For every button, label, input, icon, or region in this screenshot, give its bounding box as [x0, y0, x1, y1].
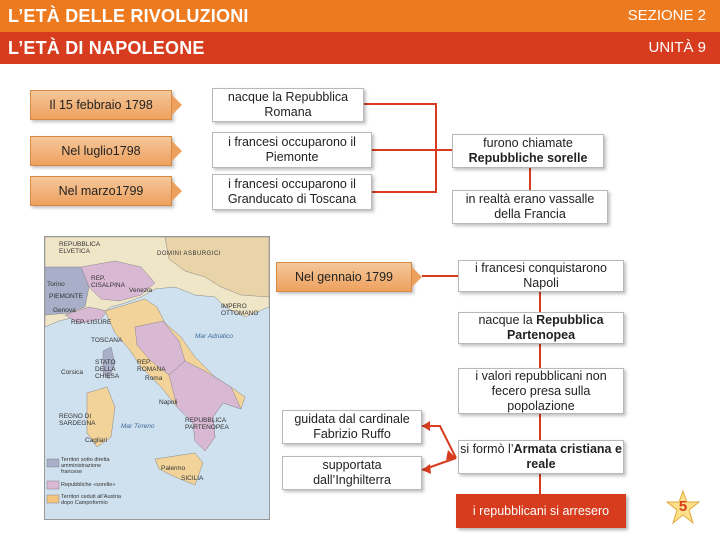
event-roman-republic-text: nacque la Repubblica Romana: [227, 90, 349, 119]
date-jan-1799: [276, 262, 412, 292]
box-naples-conquest: [458, 260, 624, 292]
map-label-ligure: REP. LIGURE: [71, 319, 112, 326]
date-jan-1799-label: Nel gennaio 1799: [295, 269, 393, 284]
army-bold: Armata cristiana e reale: [513, 442, 622, 471]
map-label-genova: Genova: [53, 307, 76, 314]
box-ruffo: [282, 410, 422, 444]
event-piedmont: [212, 132, 372, 168]
date-jul-1798: [30, 136, 172, 166]
arrow-tip: [412, 267, 422, 287]
line-tuscany-sister: [372, 150, 436, 192]
line-rome-sister: [364, 104, 436, 150]
lesson-title: L’ETÀ DI NAPOLEONE: [8, 38, 205, 58]
arrow-tip: [172, 181, 182, 201]
page-number: 5: [678, 498, 688, 515]
sister-bold: Repubbliche sorelle: [468, 151, 588, 165]
map-label-venezia: Venezia: [129, 287, 153, 294]
date-feb-1798: [30, 90, 172, 120]
ruffo-text: guidata dal cardinale Fabrizio Ruffo: [294, 412, 410, 441]
arrow-tip: [172, 95, 182, 115]
box-population: [458, 368, 624, 414]
sister-republics-text: [469, 136, 588, 166]
arrow-tip: [172, 141, 182, 161]
map-label-tirreno: Mar Tirreno: [121, 423, 155, 430]
box-england: [282, 456, 422, 490]
naples-conquest-text: i francesi conquistarono Napoli: [474, 261, 608, 290]
box-sister-republics: [452, 134, 604, 168]
map-legend-austria: Territori ceduti all’Austria dopo Campoformio: [61, 494, 121, 507]
map-label-sardegna: REGNO DI SARDEGNA: [59, 413, 96, 428]
map-label-ottomano: IMPERO OTTOMANO: [221, 303, 259, 318]
vassal-text: in realtà erano vassalle della Francia: [465, 192, 595, 221]
parthenopean-prefix: nacque la: [478, 313, 533, 327]
map-label-cisalpina: REP. CISALPINA: [91, 275, 125, 290]
chapter-title: L’ETÀ DELLE RIVOLUZIONI: [8, 6, 249, 26]
map-label-toscana: TOSCANA: [91, 337, 123, 344]
map-label-partenopea: REPUBBLICA PARTENOPEA: [185, 417, 229, 432]
box-christian-army: [458, 440, 624, 474]
event-roman-republic: [212, 88, 364, 122]
map-label-piemonte: PIEMONTE: [49, 293, 83, 300]
date-mar-1799-label: Nel marzo1799: [58, 183, 144, 198]
parthenopean-bold: Repubblica Partenopea: [506, 313, 604, 342]
italy-map: [44, 236, 270, 520]
map-label-roma: Roma: [145, 375, 163, 382]
event-piedmont-text: i francesi occuparono il Piemonte: [228, 135, 356, 164]
map-label-napoli: Napoli: [159, 399, 178, 406]
unit-label: UNITÀ 9: [648, 39, 706, 56]
map-label-dominions: DOMINI ASBURGICI: [157, 251, 222, 257]
map-label-palermo: Palermo: [161, 465, 186, 472]
map-label-elvetica: REPUBBLICA ELVETICA: [59, 241, 100, 256]
map-label-cagliari: Cagliari: [85, 437, 108, 444]
population-text: i valori repubblicani non fecero presa sulla popolazione: [475, 368, 607, 413]
date-jul-1798-label: Nel luglio1798: [61, 143, 141, 158]
map-label-romana: REP. ROMANA: [137, 359, 166, 374]
army-prefix: si formò l’: [460, 442, 514, 456]
map-label-adriatico: Mar Adriatico: [195, 333, 234, 340]
sister-prefix: furono chiamate: [483, 136, 573, 150]
map-label-corsica: Corsica: [61, 369, 84, 376]
map-legend-french: Territori sotto diretta amministrazione francese: [61, 457, 110, 476]
england-text: supportata dall’Inghilterra: [313, 458, 391, 487]
map-label-stato: STATO DELLA CHIESA: [95, 359, 120, 381]
map-label-sicilia: SICILIA: [181, 475, 204, 482]
surrender-text: i repubblicani si arresero: [472, 503, 610, 518]
map-label-torino: Torino: [47, 281, 65, 288]
date-mar-1799: [30, 176, 172, 206]
map-legend-sister: Repubbliche «sorelle»: [61, 482, 116, 488]
event-tuscany-text: i francesi occuparono il Granducato di Toscana: [227, 177, 357, 206]
box-surrender: [456, 494, 626, 528]
christian-army-text: [459, 442, 623, 472]
section-label: SEZIONE 2: [627, 7, 706, 24]
box-vassal: [452, 190, 608, 224]
date-feb-1798-label: Il 15 febbraio 1798: [49, 97, 153, 112]
parthenopean-text: [459, 313, 623, 343]
box-parthenopean: [458, 312, 624, 344]
event-tuscany: [212, 174, 372, 210]
